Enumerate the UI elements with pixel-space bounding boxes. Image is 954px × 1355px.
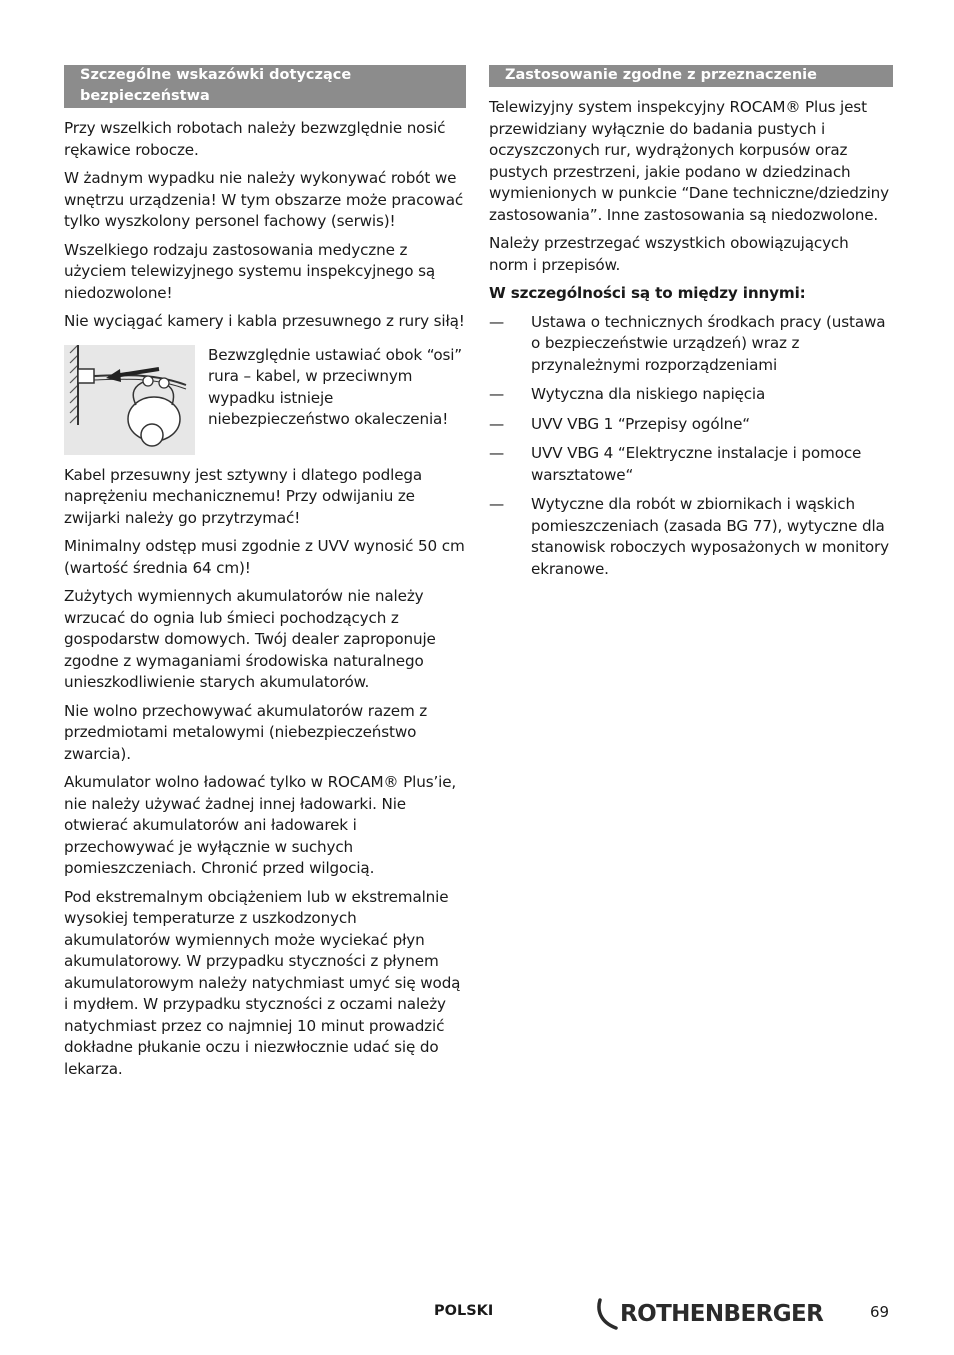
dash-mark: — xyxy=(489,312,505,331)
paragraph: Należy przestrzegać wszystkich obowiązujących norm i przepisów. xyxy=(489,234,849,274)
right-column xyxy=(489,65,892,588)
paragraph: Nie wyciągać kamery i kabla przesuwnego z rury siłą! xyxy=(64,312,465,330)
paragraph: Kabel przesuwny jest sztywny i dlatego podlega naprężeniu mechanicznemu! Przy odwijaniu ze zwijarki należy go przytrzymać! xyxy=(64,465,423,527)
dash-mark: — xyxy=(489,385,505,403)
page-number: 69 xyxy=(870,1303,890,1321)
list-item-text: Wytyczne dla robót w zbiornikach i wąskich pomieszczeniach (zasada BG 77), wytyczne dla stanowisk roboczych wyposażonych w monitory ekranowe. xyxy=(531,495,889,578)
left-column xyxy=(64,65,466,1087)
paragraph: W żadnym wypadku nie należy wykonywać robót we wnętrzu urządzenia! W tym obszarze może pracować tylko wyszkolony personel fachowy (serwis)! xyxy=(64,169,464,230)
list-item-text: UVV VBG 1 “Przepisy ogólne“ xyxy=(531,414,751,433)
pipe-cable-warning-illustration xyxy=(64,345,195,455)
logo-swoosh-icon xyxy=(596,1296,618,1332)
paragraph: Pod ekstremalnym obciążeniem lub w ekstremalnie wysokiej temperaturze z uszkodzonych akumulatorów wymiennych może wyciekać płyn akumulatorowy. W przypadku styczności z płynem akumulatorowym należy natychmiast umyć się wodą i mydłem. W przypadku styczności z oczami należy natychmiast przez co najmniej 10 minut prowadzić dokładne płukanie oczu i niezwłocznie udać się do lekarza. xyxy=(64,887,461,1078)
list-item xyxy=(489,494,892,580)
list-item xyxy=(489,443,892,486)
paragraph: Zużytych wymiennych akumulatorów nie należy wrzucać do ognia lub śmieci pochodzących z gospodarstw domowych. Twój dealer zaproponuje zgodne z wymaganiami środowiska naturalnego unieszkodliwienie starych akumulatorów. xyxy=(64,587,436,691)
paragraph: Telewizyjny system inspekcyjny ROCAM® Plus jest przewidziany wyłącznie do badania pustych i oczyszczonych rur, wydrążonych korpusów oraz pustych przestrzeni, jakie podano w dziedzinach wymienionych w punkcie “Dane techniczne/dziedziny zastosowania”. Inne zastosowania są niedozwolone. xyxy=(489,98,889,224)
dash-mark: — xyxy=(489,495,505,513)
list-item xyxy=(489,312,892,377)
list-item xyxy=(489,384,892,406)
list-item-text: Ustawa o technicznych środkach pracy (ustawa o bezpieczeństwie urządzeń) wraz z przynależnymi rozporządzeniami xyxy=(531,312,886,374)
paragraph: Wszelkiego rodzaju zastosowania medyczne z użyciem telewizyjnego systemu inspekcyjnego są niedozwolone! xyxy=(64,240,436,302)
logo-text: ROTHENBERGER xyxy=(620,1301,824,1327)
list-subheading: W szczególności są to między innymi: xyxy=(489,284,806,302)
footer-language: POLSKI xyxy=(434,1303,494,1319)
list-item-text: UVV VBG 4 “Elektryczne instalacje i pomoce warsztatowe“ xyxy=(531,444,862,484)
dash-mark: — xyxy=(489,414,505,433)
paragraph: Przy wszelkich robotach należy bezwzględnie nosić rękawice robocze. xyxy=(64,119,446,159)
list-item xyxy=(489,414,892,436)
list-item-text: Wytyczna dla niskiego napięcia xyxy=(531,385,766,403)
rothenberger-logo xyxy=(596,1296,823,1332)
section-heading-intended-use: Zastosowanie zgodne z przeznaczenie xyxy=(489,65,893,87)
paragraph: Minimalny odstęp musi zgodnie z UVV wynosić 50 cm (wartość średnia 64 cm)! xyxy=(64,537,465,577)
warning-text: Bezwzględnie ustawiać obok “osi” rura – kabel, w przeciwnym wypadku istnieje niebezpieczeństwo okaleczenia! xyxy=(208,345,463,428)
paragraph: Akumulator wolno ładować tylko w ROCAM® Plus’ie, nie należy używać żadnej innej ładowarki. Nie otwierać akumulatorów ani ładowarek i przechowywać je wyłącznie w suchych pomieszczeniach. Chronić przed wilgocią. xyxy=(64,773,457,877)
regulations-list xyxy=(489,312,892,581)
paragraph: Nie wolno przechowywać akumulatorów razem z przedmiotami metalowymi (niebezpieczeństwo zwarcia). xyxy=(64,701,428,763)
warning-figure-row xyxy=(64,345,466,455)
section-heading-safety: Szczególne wskazówki dotyczące bezpieczeństwa xyxy=(64,65,466,108)
dash-mark: — xyxy=(489,444,505,462)
